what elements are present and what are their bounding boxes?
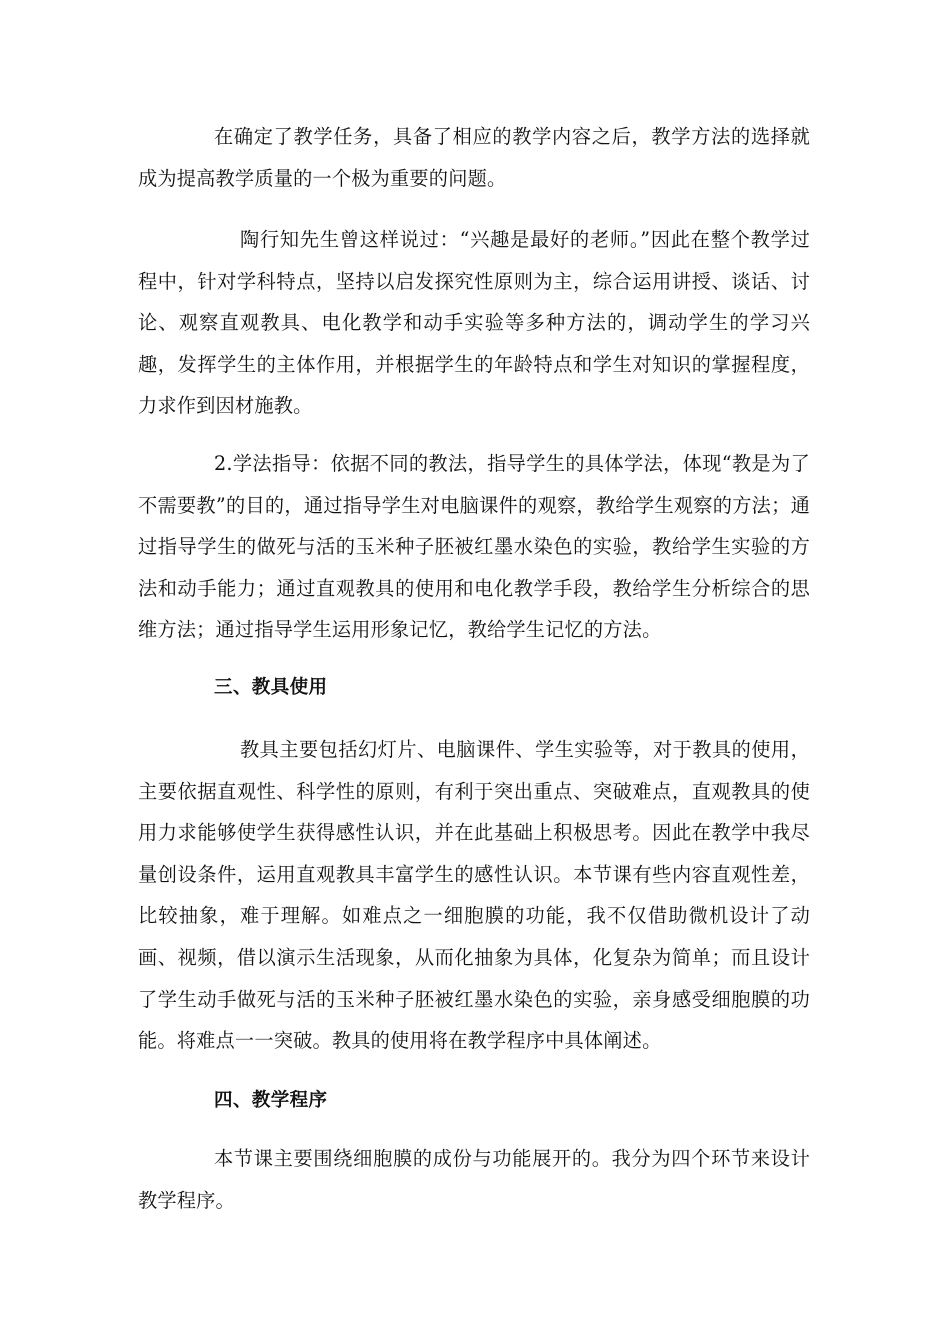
section-heading-teaching-aids: 三、教具使用 <box>214 677 328 698</box>
paragraph-teaching-aids: 教具主要包括幻灯片、电脑课件、学生实验等，对于教具的使用，主要依据直观性、科学性的原则，有利于突出重点、突破难点，直观教具的使用力求能够使学生获得感性认识，并在此基础上积极思考。因此在教学中我尽量创设条件，运用直观教具丰富学生的感性认识。本节课有些内容直观性差，比较抽象，难于理解。如难点之一细胞膜的功能，我不仅借助微机设计了动画、视频，借以演示生活现象，从而化抽象为具体，化复杂为简单；而且设计了学生动手做死与活的玉米种子胚被红墨水染色的实验，亲身感受细胞膜的功能。将难点一一突破。教具的使用将在教学程序中具体阐述。 <box>138 738 810 1053</box>
paragraph-teaching-method-choice: 在确定了教学任务，具备了相应的教学内容之后，教学方法的选择就成为提高教学质量的一个极为重要的问题。 <box>138 125 810 190</box>
paragraph-teaching-procedure: 本节课主要围绕细胞膜的成份与功能展开的。我分为四个环节来设计教学程序。 <box>138 1147 810 1212</box>
paragraph-learning-guidance: 2.学法指导：依据不同的教法，指导学生的具体学法，体现“教是为了不需要教”的目的，通过指导学生对电脑课件的观察，教给学生观察的方法；通过指导学生的做死与活的玉米种子胚被红墨水染色的实验，教给学生实验的方法和动手能力；通过直观教具的使用和电化教学手段，教给学生分析综合的思维方法；通过指导学生运用形象记忆，教给学生记忆的方法。 <box>138 452 810 642</box>
paragraph-interest-quote: 陶行知先生曾这样说过：“兴趣是最好的老师。”因此在整个教学过程中，针对学科特点，坚持以启发探究性原则为主，综合运用讲授、谈话、讨论、观察直观教具、电化教学和动手实验等多种方法的，调动学生的学习兴趣，发挥学生的主体作用，并根据学生的年龄特点和学生对知识的掌握程度，力求作到因材施教。 <box>138 228 810 418</box>
section-heading-teaching-procedure: 四、教学程序 <box>214 1090 328 1111</box>
